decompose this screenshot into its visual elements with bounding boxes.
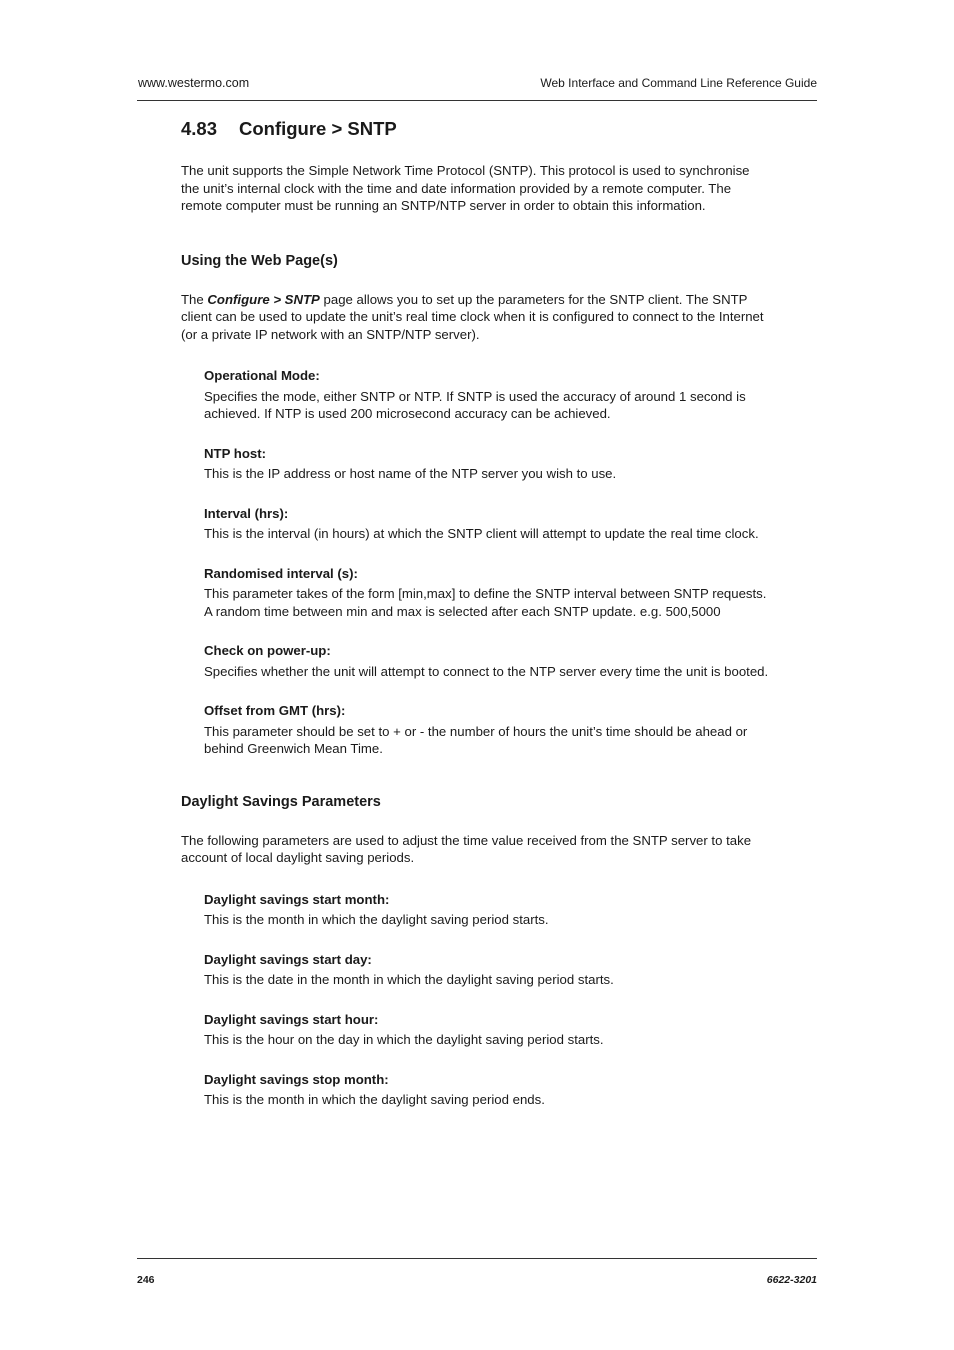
param-description: This is the month in which the daylight saving period ends. <box>204 1092 545 1107</box>
section-title <box>181 118 771 140</box>
param-description: Specifies whether the unit will attempt to connect to the NTP server every time the unit is booted. <box>204 663 769 679</box>
param-title: Interval (hrs): <box>204 505 289 521</box>
param-title: Daylight savings start month: <box>204 891 390 907</box>
param-description: This is the IP address or host name of the NTP server you wish to use. <box>204 466 617 481</box>
web-pages-heading: Using the Web Page(s) <box>181 252 338 269</box>
param-description: This is the month in which the daylight saving period starts. <box>204 912 549 927</box>
param-title: Daylight savings start hour: <box>204 1011 379 1027</box>
section-title-text: Configure > SNTP <box>239 118 397 139</box>
page-header <box>137 76 817 101</box>
param-title: Daylight savings stop month: <box>204 1071 389 1087</box>
web-pages-intro-prefix: The <box>181 291 208 307</box>
param-operational-mode <box>204 367 771 423</box>
param-title: Daylight savings start day: <box>204 951 372 967</box>
param-description: This is the hour on the day in which the daylight saving period starts. <box>204 1032 604 1047</box>
param-ntp-host <box>204 445 771 483</box>
page-number: 246 <box>137 1274 155 1286</box>
section-number: 4.83 <box>181 118 218 139</box>
website-url: www.westermo.com <box>138 76 250 90</box>
param-description: This is the interval (in hours) at which the SNTP client will attempt to update the real time clock. <box>204 526 759 541</box>
daylight-heading: Daylight Savings Parameters <box>181 793 381 810</box>
param-title: Check on power-up: <box>204 643 331 658</box>
param-description: Specifies the mode, either SNTP or NTP. If SNTP is used the accuracy of around 1 second is achieved. If NTP is used 200 microsecond accuracy can be achieved. <box>204 388 746 421</box>
web-pages-intro <box>181 291 771 344</box>
daylight-intro: The following parameters are used to adjust the time value received from the SNTP server to take account of local daylight saving periods. <box>181 832 752 865</box>
param-dst-start-hour <box>204 1011 771 1049</box>
param-description: This parameter should be set to + or - the number of hours the unit’s time should be ahead or behind Greenwich Mean Time. <box>204 723 748 756</box>
param-title: Offset from GMT (hrs): <box>204 703 346 718</box>
guide-title: Web Interface and Command Line Reference Guide <box>540 76 817 90</box>
section-intro: The unit supports the Simple Network Time Protocol (SNTP). This protocol is used to synchronise the unit’s internal clock with the time and date information provided by a remote computer. The remote computer must be running an SNTP/NTP server in order to obtain this information. <box>181 163 750 213</box>
param-description: This is the date in the month in which the daylight saving period starts. <box>204 972 614 987</box>
page-path-emphasis: Configure > SNTP <box>207 291 320 307</box>
param-title: NTP host: <box>204 445 267 461</box>
param-check-on-power-up <box>204 642 771 680</box>
page-content <box>181 118 771 1131</box>
param-title: Operational Mode: <box>204 368 320 383</box>
param-dst-start-day <box>204 951 771 989</box>
param-offset-from-gmt <box>204 702 771 758</box>
web-pages-intro-suffix: page allows you to set up the parameters for the SNTP client. The SNTP client can be used to update the unit’s real time clock when it is configured to connect to the Internet (or a private IP network with an SNTP/NTP server). <box>181 291 764 342</box>
param-title: Randomised interval (s): <box>204 565 358 581</box>
param-dst-stop-month <box>204 1071 771 1109</box>
doc-number: 6622-3201 <box>766 1274 817 1286</box>
param-randomised-interval <box>204 565 771 621</box>
page-footer <box>137 1258 817 1289</box>
param-dst-start-month <box>204 891 771 929</box>
param-description: This parameter takes of the form [min,max] to define the SNTP interval between SNTP requests. A random time between min and max is selected after each SNTP update. e.g. 500,5000 <box>204 586 767 619</box>
param-interval <box>204 505 771 543</box>
